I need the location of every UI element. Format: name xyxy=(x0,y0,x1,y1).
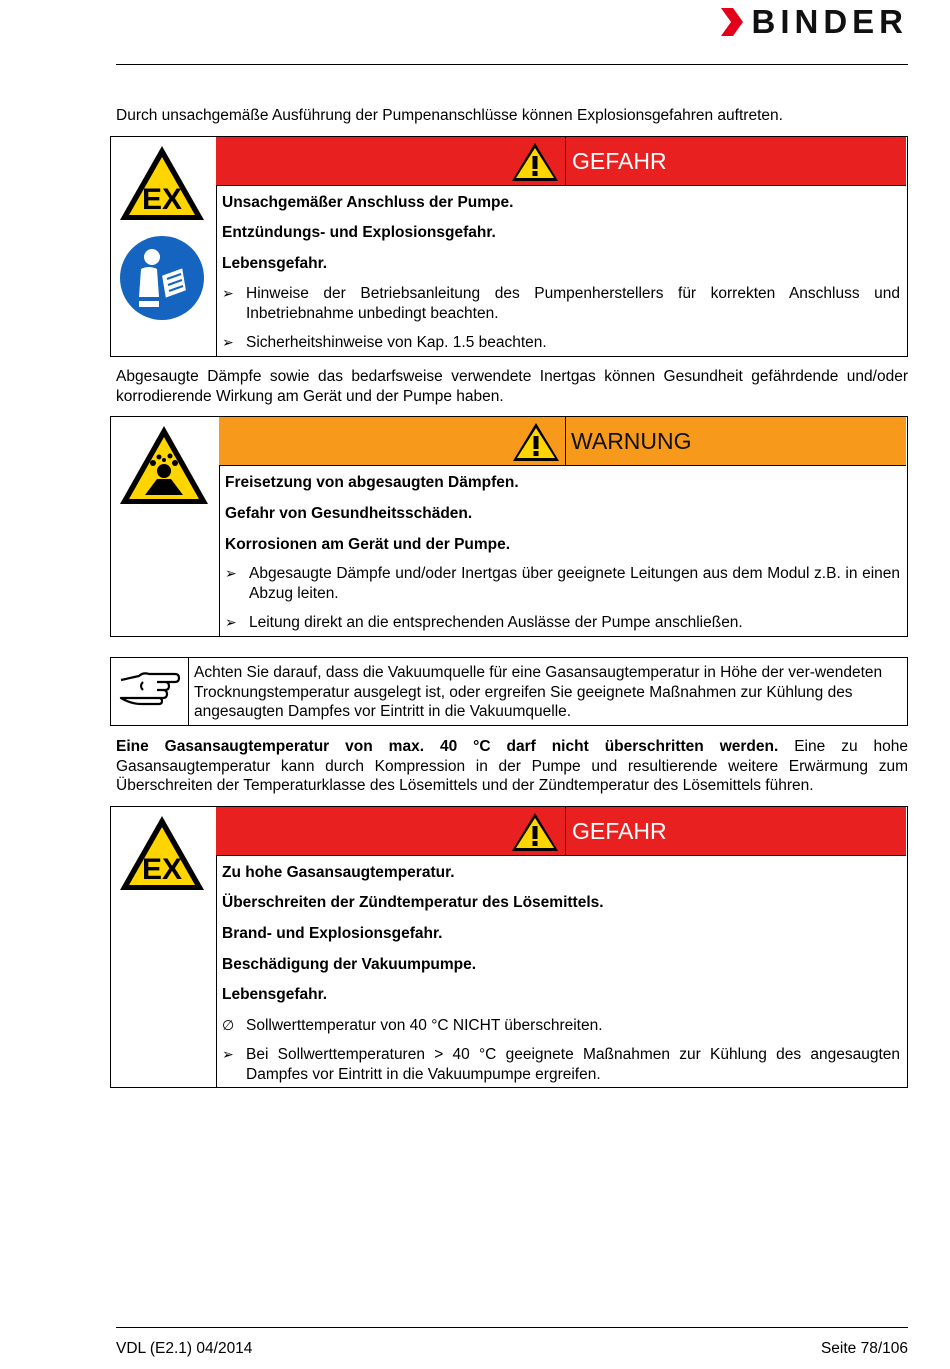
intro-3-rest: Eine zu hohe Gasansaugtemperatur kann durch Kompression in der Pumpe und resultierende weitere Erwärmung zum Überschreiten der Temperaturklasse des Lösemittels und der Zündtemperatur des Lösemittels führen. xyxy=(116,738,908,794)
toxic-vapour-warning-icon xyxy=(117,423,211,507)
brand-name: BINDER xyxy=(751,3,908,40)
intro-paragraph-1: Durch unsachgemäße Ausführung der Pumpenanschlüsse können Explosionsgefahren auftreten. xyxy=(116,107,783,124)
warning-box-1 xyxy=(110,416,908,637)
note-box xyxy=(110,657,908,726)
intro-paragraph-2: Abgesaugte Dämpfe sowie das bedarfsweise verwendete Inertgas können Gesundheit gefährdende und/oder korrodierende Wirkung am Gerät und der Pumpe haben. xyxy=(116,368,908,405)
danger-1-bullet-2: ➢ Sicherheitshinweise von Kap. 1.5 beachten. xyxy=(222,334,547,351)
danger-box-1 xyxy=(110,136,908,357)
danger-1-exclamation-icon xyxy=(511,142,559,182)
warning-1-line-2: Gefahr von Gesundheitsschäden. xyxy=(225,505,473,522)
brand-logo xyxy=(719,4,908,40)
ex-warning-icon xyxy=(117,143,207,223)
danger-box-2-icons xyxy=(111,807,217,1087)
note-text: Achten Sie darauf, dass die Vakuumquelle für eine Gasansaugtemperatur in Höhe der ver-wendeten Trocknungstemperatur ausgelegt ist, oder ergreifen Sie geeignete Maßnahmen zur Kühlung des angesaugten Dampfes vor Eintritt in die Vakuumquelle. xyxy=(194,664,883,720)
arrow-bullet-icon: ➢ xyxy=(222,285,234,301)
note-box-icon-cell xyxy=(111,658,189,725)
warning-1-line-1: Freisetzung von abgesaugten Dämpfen. xyxy=(225,474,519,491)
read-manual-icon xyxy=(119,235,205,321)
footer-page-number: Seite 78/106 xyxy=(820,1340,908,1357)
arrow-bullet-icon: ➢ xyxy=(222,334,234,350)
danger-2-bullet-2: ➢ Bei Sollwerttemperaturen > 40 °C geeignete Maßnahmen zur Kühlung des angesaugten Dampfes vor Eintritt in die Vakuumpumpe ergreifen. xyxy=(222,1046,900,1083)
danger-1-line-1: Unsachgemäßer Anschluss der Pumpe. xyxy=(222,194,514,211)
arrow-bullet-icon: ➢ xyxy=(225,565,237,581)
binder-logo-icon xyxy=(719,4,745,40)
danger-1-signal-panel xyxy=(216,137,906,186)
arrow-bullet-icon: ➢ xyxy=(225,614,237,630)
arrow-bullet-icon: ➢ xyxy=(222,1046,234,1062)
danger-2-line-3: Brand- und Explosionsgefahr. xyxy=(222,925,443,942)
warning-1-signal-word: WARNUNG xyxy=(571,428,692,454)
danger-1-signal-word: GEFAHR xyxy=(572,148,667,174)
danger-2-signal-word: GEFAHR xyxy=(572,818,667,844)
danger-box-1-icons xyxy=(111,137,217,356)
pointing-hand-icon xyxy=(117,666,181,706)
danger-2-line-1: Zu hohe Gasansaugtemperatur. xyxy=(222,864,455,881)
header-rule xyxy=(116,64,908,65)
ex-warning-icon xyxy=(117,813,207,893)
warning-1-exclamation-icon xyxy=(512,422,560,462)
danger-1-bullet-1: ➢ Hinweise der Betriebsanleitung des Pumpenherstellers für korrekten Anschluss und Inbetriebnahme unbedingt beachten. xyxy=(222,285,900,322)
warning-1-signal-panel xyxy=(219,417,906,466)
footer-document-id: VDL (E2.1) 04/2014 xyxy=(116,1340,253,1357)
warning-1-bullet-2: ➢ Leitung direkt an die entsprechenden Auslässe der Pumpe anschließen. xyxy=(225,614,743,631)
danger-box-2 xyxy=(110,806,908,1088)
warning-1-line-3: Korrosionen am Gerät und der Pumpe. xyxy=(225,536,511,553)
intro-3-bold: Eine Gasansaugtemperatur von max. 40 °C darf nicht überschritten werden. xyxy=(116,738,779,755)
danger-2-bullet-1: ∅ Sollwerttemperatur von 40 °C NICHT überschreiten. xyxy=(222,1017,603,1034)
danger-2-signal-panel xyxy=(216,807,906,856)
danger-2-exclamation-icon xyxy=(511,812,559,852)
danger-1-line-3: Lebensgefahr. xyxy=(222,255,328,272)
warning-box-1-icons xyxy=(111,417,220,636)
prohibition-bullet-icon: ∅ xyxy=(222,1017,235,1033)
warning-1-bullet-1: ➢ Abgesaugte Dämpfe und/oder Inertgas über geeignete Leitungen aus dem Modul z.B. in einen Abzug leiten. xyxy=(225,565,900,602)
danger-1-line-2: Entzündungs- und Explosionsgefahr. xyxy=(222,224,496,241)
danger-2-line-5: Lebensgefahr. xyxy=(222,986,328,1003)
intro-paragraph-3 xyxy=(116,737,908,796)
svg-text:EX: EX xyxy=(141,183,183,216)
svg-text:EX: EX xyxy=(141,853,183,886)
danger-2-line-2: Überschreiten der Zündtemperatur des Lösemittels. xyxy=(222,894,604,911)
footer-rule xyxy=(116,1327,908,1328)
danger-2-line-4: Beschädigung der Vakuumpumpe. xyxy=(222,956,477,973)
